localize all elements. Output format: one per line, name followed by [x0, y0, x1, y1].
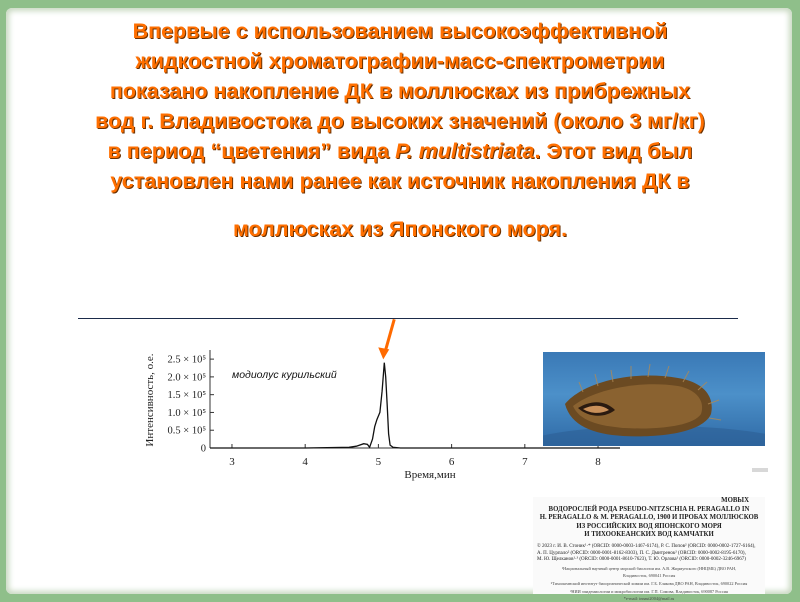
x-axis-label: Время,мин — [404, 469, 456, 481]
y-tick-label: 1.0 × 10⁵ — [167, 407, 206, 419]
paper-title-0: МОВЫХ — [721, 497, 749, 504]
title-line-5a: в период “цветения” вида — [107, 139, 390, 163]
title-line-2: жидкостной хроматографии-масс-спектрометрии — [135, 49, 665, 73]
peak-arrow-head — [378, 347, 389, 359]
x-tick-label: 3 — [229, 456, 235, 468]
paper-affiliation-4: ³НИИ эпидемиологии и микробиологии им. Г.П. Сомова, Владивосток, 690087 Россия — [570, 588, 728, 594]
y-tick-label: 0.5 × 10⁵ — [167, 425, 206, 437]
x-tick-label: 8 — [595, 456, 601, 468]
y-tick-label: 1.5 × 10⁵ — [167, 390, 206, 402]
y-tick-label: 2.5 × 10⁵ — [167, 354, 206, 366]
paper-affiliation-5: *e-mail: innast2004@mail.ru — [623, 596, 675, 602]
title-line-6: установлен нами ранее как источник накопления ДК в — [110, 169, 690, 193]
paper-authors-1: © 2023 г. И. В. Стоник¹·* (ORCID: 0000-0003-1467-6174), Р. С. Попов² (ORCID: 0000-0002-1727-6164), — [537, 543, 756, 549]
x-tick-label: 5 — [375, 456, 382, 468]
decorative-bar — [752, 468, 768, 472]
paper-affiliation-2: Владивосток, 690041 Россия — [622, 573, 676, 579]
title-line-4: вод г. Владивостока до высоких значений (около 3 мг/кг) — [95, 109, 705, 133]
mussel-photo — [543, 352, 765, 446]
paper-affiliation-3: ²Тихоокеанский институт биоорганической химии им. Г.Б. Елякова ДВО РАН, Владивосток, 690022 Россия — [550, 580, 748, 586]
species-name: P. multistriata — [395, 139, 535, 163]
paper-authors-3: М. Ю. Щелканов¹·³ (ORCID: 0000-0001-8610-7623), Т. Ю. Орлова¹ (ORCID: 0000-0002-3246-6967) — [537, 557, 746, 563]
paper-title-4: И ТИХООКЕАНСКИХ ВОД КАМЧАТКИ — [584, 531, 714, 539]
title-line-7: моллюсках из Японского моря. — [232, 217, 568, 241]
paper-title-3: ИЗ РОССИЙСКИХ ВОД ЯПОНСКОГО МОРЯ — [576, 522, 722, 530]
title-line-1: Впервые с использованием высокоэффективной — [132, 19, 668, 43]
peak-arrow-shaft — [385, 319, 394, 351]
y-tick-label: 0 — [200, 443, 206, 455]
x-tick-label: 7 — [522, 456, 528, 468]
paper-affiliation-1: ¹Национальный научный центр морской биологии им. А.В. Жирмунского (ННЦМБ) ДВО РАН, — [561, 565, 737, 571]
y-tick-label: 2.0 × 10⁵ — [167, 372, 206, 384]
paper-header-image — [533, 497, 765, 602]
paper-title-1: ВОДОРОСЛЕЙ РОДА PSEUDO-NITZSCHIA H. PERAGALLO IN — [548, 505, 750, 513]
paper-authors-2: А. П. Цурпало² (ORCID: 0000-0001-8162-8303), П. С. Дмитренок² (ORCID: 0000-0002-8195-6170), — [537, 550, 746, 556]
title-line-3: показано накопление ДК в моллюсках из прибрежных — [109, 79, 691, 103]
series-annotation: модиолус курильский — [232, 369, 337, 381]
x-tick-label: 6 — [448, 456, 455, 468]
title-line-5b: . Этот вид был — [534, 139, 693, 163]
paper-title-2: H. PERAGALLO & M. PERAGALLO, 1900 И ПРОБАХ МОЛЛЮСКОВ — [539, 514, 759, 522]
x-tick-label: 4 — [302, 456, 308, 468]
y-axis-label: Интенсивность, о.е. — [144, 353, 156, 447]
